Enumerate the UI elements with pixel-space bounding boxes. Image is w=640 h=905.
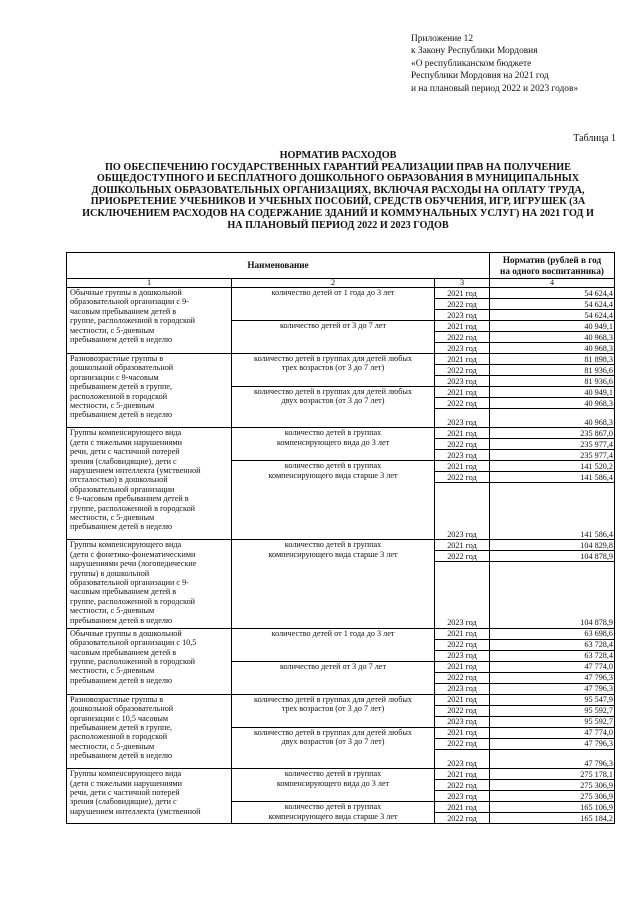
group-name-line: образовательной организации с 9- [70, 578, 189, 588]
group-name-line: группе, расположенной в городской [70, 316, 196, 326]
category-line: компенсирующего вида до 3 лет [276, 437, 390, 447]
year-cell: 2023 год [435, 562, 490, 628]
header-name-text: Наименование [247, 259, 309, 270]
group-name-line: местности, с 5-дневным [70, 325, 155, 335]
table-row [67, 769, 615, 780]
norm-value: 47 774,0 [490, 661, 615, 672]
year-cell: 2022 год [435, 551, 490, 562]
category-line: трех возрастов (от 3 до 7 лет) [281, 363, 385, 373]
category-line: двух возрастов (от 3 до 7 лет) [281, 396, 385, 406]
norm-value: 40 968,3 [490, 343, 615, 354]
norm-value: 40 968,3 [490, 409, 615, 428]
norm-value: 275 306,9 [490, 780, 615, 791]
category-line: количество детей от 3 до 7 лет [279, 661, 387, 671]
group-name-line: местности, с 5-дневным [70, 666, 155, 676]
norm-value: 275 178,1 [490, 769, 615, 780]
year-cell: 2021 год [435, 428, 490, 439]
category-line: количество детей в группах [284, 428, 382, 438]
group-name-line: пребыванием детей в неделю [70, 615, 173, 625]
appendix-note [411, 33, 578, 95]
appendix-line: Республики Мордовия на 2021 год [411, 71, 549, 82]
table-row [67, 428, 615, 439]
year-cell: 2023 год [435, 310, 490, 321]
year-cell: 2023 год [435, 716, 490, 727]
group-name-line: Группы компенсирующего вида [70, 428, 182, 438]
title-line: ПРИОБРЕТЕНИЕ УЧЕБНИКОВ И УЧЕБНЫХ ПОСОБИЙ, СРЕДСТВ ОБУЧЕНИЯ, ИГР, ИГРУШЕК (ЗА [90, 196, 586, 208]
group-name-line: образовательной организации [70, 484, 175, 494]
category-cell [232, 461, 435, 540]
header-norm [490, 253, 615, 279]
group-name-line: часовым пребыванием детей в [70, 306, 177, 316]
category-cell [232, 727, 435, 768]
year-cell: 2023 год [435, 650, 490, 661]
year-cell: 2021 год [435, 461, 490, 472]
year-cell: 2022 год [435, 365, 490, 376]
category-cell [232, 694, 435, 727]
group-name-line: местности, с 5-дневным [70, 606, 155, 616]
category-cell [232, 628, 435, 661]
norm-value: 141 586,4 [490, 472, 615, 483]
norm-value: 104 829,8 [490, 540, 615, 551]
year-cell: 2022 год [435, 299, 490, 310]
norm-value: 275 306,9 [490, 791, 615, 802]
year-cell: 2021 год [435, 727, 490, 738]
appendix-line: Приложение 12 [411, 34, 474, 44]
group-name-line: пребыванием детей в группе, [70, 723, 173, 732]
appendix-line: «О республиканском бюджете [411, 58, 532, 69]
group-name-line: (дети с фонетико-фонематическими [70, 549, 196, 559]
category-line: компенсирующего вида старше 3 лет [268, 811, 398, 821]
year-cell: 2022 год [435, 705, 490, 716]
group-name-line: пребыванием детей в неделю [70, 522, 173, 532]
group-name-line: отсталостью) в дошкольной [70, 475, 168, 485]
year-cell: 2022 год [435, 813, 490, 824]
group-name-line: пребыванием детей в неделю [70, 410, 173, 420]
norm-value: 95 592,7 [490, 716, 615, 727]
category-cell [232, 387, 435, 428]
norm-value: 40 949,1 [490, 321, 615, 332]
category-line: количество детей в группах для детей любых [254, 354, 412, 363]
norm-value: 63 728,4 [490, 639, 615, 650]
group-name [67, 694, 232, 768]
category-cell [232, 540, 435, 628]
group-name-line: (дети с тяжелыми нарушениями [70, 778, 182, 788]
title-line: ИСКЛЮЧЕНИЕМ РАСХОДОВ НА СОДЕРЖАНИЕ ЗДАНИЙ И КОММУНАЛЬНЫХ УСЛУГ) НА 2021 ГОД И [82, 207, 594, 219]
year-cell: 2021 год [435, 387, 490, 398]
norm-value: 165 184,2 [490, 813, 615, 824]
group-name-line: организации с 10,5 часовым [70, 713, 169, 723]
category-cell [232, 802, 435, 824]
group-name-line: Разновозрастные группы в [70, 354, 164, 363]
group-name-line: пребыванием детей в неделю [70, 335, 173, 345]
norm-value: 47 774,0 [490, 727, 615, 738]
column-number: 4 [490, 279, 615, 288]
norm-value: 95 592,7 [490, 705, 615, 716]
norm-value: 40 968,3 [490, 398, 615, 409]
group-name-line: расположенной в городской [70, 732, 168, 742]
header-norm-line: Норматив (рублей в год [502, 254, 602, 265]
header-name [67, 253, 490, 279]
group-name [67, 628, 232, 694]
group-name-line: Обычные группы в дошкольной [70, 628, 182, 638]
group-name [67, 428, 232, 540]
header-norm-line: на одного воспитанника) [500, 265, 604, 276]
year-cell: 2023 год [435, 343, 490, 354]
group-name-line: нарушением интеллекта (умственной [70, 806, 201, 816]
group-name [67, 288, 232, 354]
group-name-line: часовым пребыванием детей в [70, 587, 177, 597]
group-name-line: местности, с 5-дневным [70, 513, 155, 523]
year-cell: 2022 год [435, 780, 490, 791]
norm-value: 47 796,3 [490, 749, 615, 768]
category-line: двух возрастов (от 3 до 7 лет) [281, 737, 385, 747]
norm-value: 104 878,9 [490, 562, 615, 628]
group-name-line: дошкольной образовательной [70, 704, 174, 714]
group-name-line: пребыванием детей в группе, [70, 382, 173, 392]
norm-value: 47 796,3 [490, 672, 615, 683]
group-name-line: речи, дети с частичной потерей [70, 447, 180, 457]
category-line: количество детей в группах [284, 540, 382, 550]
column-number: 2 [232, 279, 435, 288]
table-row [67, 628, 615, 639]
category-cell [232, 661, 435, 694]
group-name-line: (дети с тяжелыми нарушениями [70, 437, 182, 447]
year-cell: 2023 год [435, 409, 490, 428]
category-line: трех возрастов (от 3 до 7 лет) [281, 704, 385, 714]
year-cell: 2022 год [435, 398, 490, 409]
group-name-line: местности, с 5-дневным [70, 401, 155, 411]
year-cell: 2023 год [435, 749, 490, 768]
year-cell: 2021 год [435, 321, 490, 332]
year-cell: 2022 год [435, 472, 490, 483]
title-line: НА ПЛАНОВЫЙ ПЕРИОД 2022 И 2023 ГОДОВ [227, 219, 449, 231]
group-name-line: образовательной организации с 9- [70, 297, 189, 307]
category-line: компенсирующего вида старше 3 лет [268, 549, 398, 559]
table-body [67, 288, 615, 824]
group-name [67, 769, 232, 824]
norm-value: 54 624,4 [490, 299, 615, 310]
category-cell [232, 288, 435, 321]
group-name-line: нарушением интеллекта (умственной [70, 466, 201, 476]
norm-value: 54 624,4 [490, 288, 615, 299]
norm-value: 81 936,6 [490, 376, 615, 387]
norm-value: 81 936,6 [490, 365, 615, 376]
table-row [67, 288, 615, 299]
category-line: количество детей в группах для детей любых [254, 387, 412, 396]
group-name-line: группе, расположенной в городской [70, 503, 196, 513]
group-name-line: местности, с 5-дневным [70, 741, 155, 751]
group-name-line: дошкольной образовательной [70, 363, 174, 373]
table-row [67, 354, 615, 365]
group-name [67, 540, 232, 628]
group-name-line: пребыванием детей в неделю [70, 675, 173, 685]
norm-value: 141 586,4 [490, 483, 615, 540]
table-row [67, 540, 615, 551]
column-number: 1 [67, 279, 232, 288]
norm-value: 40 968,3 [490, 332, 615, 343]
group-name-line: группе, расположенной в городской [70, 596, 196, 606]
year-cell: 2021 год [435, 540, 490, 551]
year-cell: 2021 год [435, 769, 490, 780]
norm-value: 141 520,2 [490, 461, 615, 472]
year-cell: 2023 год [435, 450, 490, 461]
year-cell: 2021 год [435, 694, 490, 705]
table-row [67, 694, 615, 705]
group-name-line: группе, расположенной в городской [70, 657, 196, 666]
category-line: количество детей в группах для детей любых [254, 694, 412, 704]
appendix-line: и на плановый период 2022 и 2023 годов» [411, 83, 579, 94]
year-cell: 2023 год [435, 791, 490, 802]
norm-value: 104 878,9 [490, 551, 615, 562]
category-line: количество детей от 1 года до 3 лет [271, 288, 395, 297]
group-name-line: образовательной организации с 10,5 [70, 638, 197, 648]
category-line: количество детей в группах для детей любых [254, 727, 412, 737]
category-cell [232, 321, 435, 354]
norm-value: 235 867,0 [490, 428, 615, 439]
column-number: 3 [435, 279, 490, 288]
group-name-line: зрения (слабовидящие), дети с [70, 456, 177, 466]
norms-table [66, 252, 614, 824]
category-line: количество детей от 1 года до 3 лет [271, 628, 395, 638]
year-cell: 2023 год [435, 483, 490, 540]
norm-value: 81 898,3 [490, 354, 615, 365]
group-name-line: зрения (слабовидящие), дети с [70, 797, 177, 807]
category-cell [232, 428, 435, 461]
category-line: количество детей от 3 до 7 лет [279, 321, 387, 330]
year-cell: 2021 год [435, 354, 490, 365]
group-name-line: с 9-часовым пребыванием детей в [70, 494, 189, 504]
category-line: компенсирующего вида старше 3 лет [268, 470, 398, 480]
year-cell: 2023 год [435, 376, 490, 387]
group-name-line: расположенной в городской [70, 391, 168, 401]
category-line: количество детей в группах [284, 769, 382, 779]
norm-value: 54 624,4 [490, 310, 615, 321]
title-line: НОРМАТИВ РАСХОДОВ [279, 150, 397, 161]
group-name-line: организации с 9-часовым [70, 372, 159, 382]
group-name-line: Разновозрастные группы в [70, 694, 164, 704]
title-line: ДОШКОЛЬНЫХ ОБРАЗОВАТЕЛЬНЫХ ОРГАНИЗАЦИЯХ, ВКЛЮЧАЯ РАСХОДЫ НА ОПЛАТУ ТРУДА, [91, 184, 585, 196]
category-line: компенсирующего вида до 3 лет [276, 778, 390, 788]
group-name-line: речи, дети с частичной потерей [70, 787, 180, 797]
group-name-line: Группы компенсирующего вида [70, 540, 182, 550]
title-line: ОБЩЕДОСТУПНОГО И БЕСПЛАТНОГО ДОШКОЛЬНОГО ОБРАЗОВАНИЯ В МУНИЦИПАЛЬНЫХ [96, 173, 580, 185]
group-name-line: пребыванием детей в неделю [70, 751, 173, 761]
norm-value: 47 796,3 [490, 683, 615, 694]
category-line: количество детей в группах [284, 802, 382, 812]
group-name-line: часовым пребыванием детей в [70, 647, 177, 657]
year-cell: 2022 год [435, 672, 490, 683]
category-line: количество детей в группах [284, 461, 382, 471]
table-label: Таблица 1 [573, 133, 616, 144]
norm-value: 235 977,4 [490, 450, 615, 461]
year-cell: 2021 год [435, 661, 490, 672]
group-name-line: Группы компенсирующего вида [70, 769, 182, 779]
year-cell: 2022 год [435, 738, 490, 749]
norm-value: 40 949,1 [490, 387, 615, 398]
group-name-line: нарушениями речи (логопедические [70, 559, 197, 569]
year-cell: 2021 год [435, 628, 490, 639]
appendix-line: к Закону Республики Мордовия [411, 46, 538, 57]
norm-value: 95 547,9 [490, 694, 615, 705]
year-cell: 2022 год [435, 332, 490, 343]
year-cell: 2022 год [435, 639, 490, 650]
norm-value: 63 728,4 [490, 650, 615, 661]
year-cell: 2021 год [435, 288, 490, 299]
group-name-line: группы) в дошкольной [70, 568, 150, 578]
category-cell [232, 769, 435, 802]
title-line: ПО ОБЕСПЕЧЕНИЮ ГОСУДАРСТВЕННЫХ ГАРАНТИЙ РЕАЛИЗАЦИИ ПРАВ НА ПОЛУЧЕНИЕ [105, 161, 571, 173]
group-name [67, 354, 232, 428]
document-title [58, 150, 618, 231]
norm-value: 63 698,6 [490, 628, 615, 639]
category-cell [232, 354, 435, 387]
year-cell: 2023 год [435, 683, 490, 694]
year-cell: 2022 год [435, 439, 490, 450]
group-name-line: Обычные группы в дошкольной [70, 288, 182, 297]
norm-value: 47 796,3 [490, 738, 615, 749]
year-cell: 2021 год [435, 802, 490, 813]
norm-value: 165 106,9 [490, 802, 615, 813]
norm-value: 235 977,4 [490, 439, 615, 450]
